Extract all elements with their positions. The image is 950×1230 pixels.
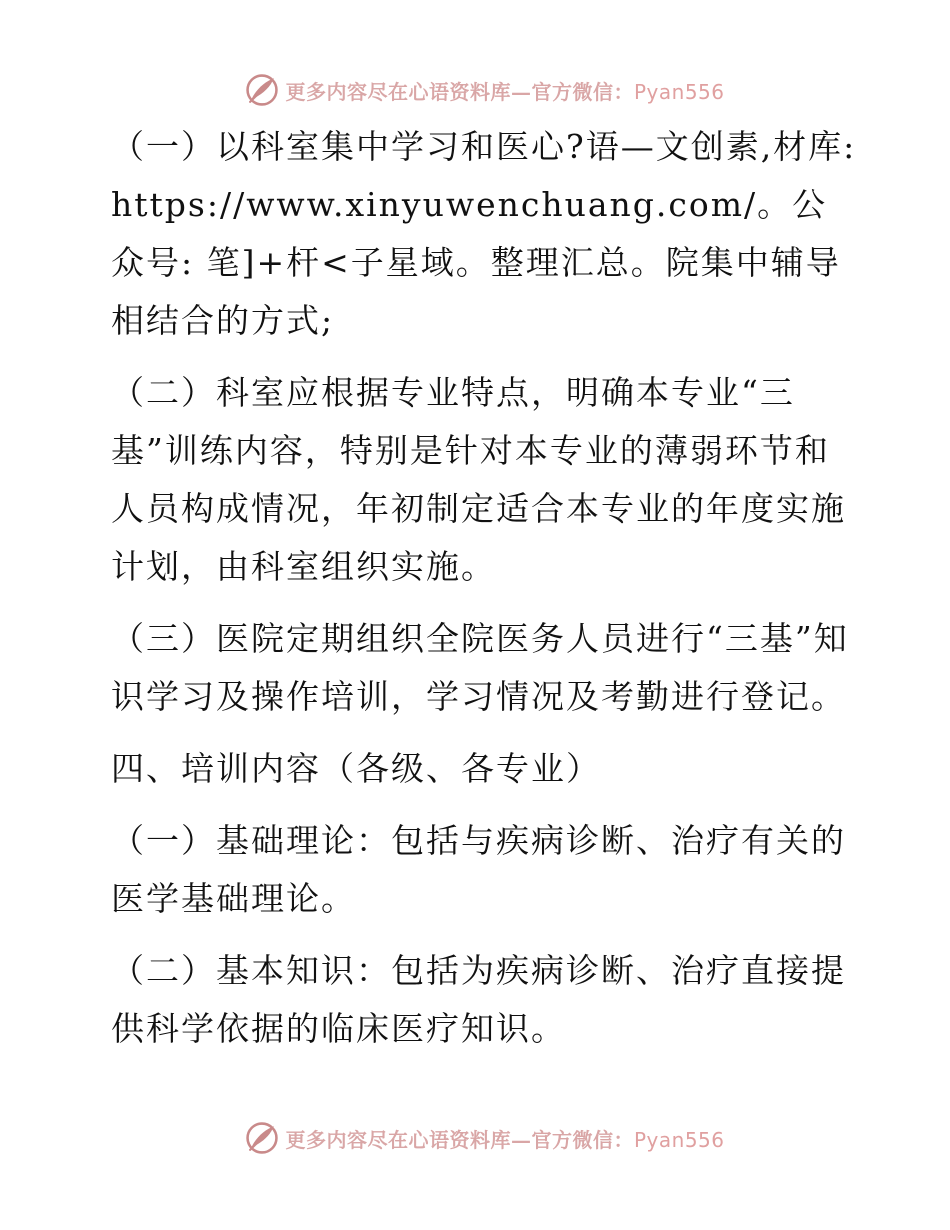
header-watermark xyxy=(0,70,950,110)
paragraph-method-2: （二）科室应根据专业特点，明确本专业“三基”训练内容，特别是针对本专业的薄弱环节和人员构成情况，年初制定适合本专业的年度实施计划，由科室组织实施。 xyxy=(111,373,846,586)
watermark-label: 更多内容尽在心语资料库—官方微信： xyxy=(285,79,634,104)
paragraph-method-3: （三）医院定期组织全院医务人员进行“三基”知识学习及操作培训，学习情况及考勤进行登记。 xyxy=(111,619,849,716)
quill-logo-icon xyxy=(245,73,279,107)
watermark-text xyxy=(285,1124,724,1153)
paragraph-content-2: （二）基本知识：包括为疾病诊断、治疗直接提供科学依据的临床医疗知识。 xyxy=(111,951,846,1048)
paragraph-method-1: （一）以科室集中学习和医心?语—文创素,材库: https://www.xinyuwenchuang.com/。公众号: 笔]+杆<子星域。整理汇总。院集中辅导相结合的方式; xyxy=(111,127,857,340)
watermark-text xyxy=(285,76,724,105)
watermark-label: 更多内容尽在心语资料库—官方微信： xyxy=(285,1127,634,1152)
watermark-group xyxy=(225,1121,724,1155)
footer-watermark xyxy=(0,1118,950,1158)
paragraph-content-1: （一）基础理论：包括与疾病诊断、治疗有关的医学基础理论。 xyxy=(111,821,846,918)
watermark-group xyxy=(225,73,724,107)
watermark-wechat-id: Pyan556 xyxy=(633,1127,725,1152)
watermark-wechat-id: Pyan556 xyxy=(633,79,725,104)
quill-logo-icon xyxy=(245,1121,279,1155)
section-heading-training-content: 四、培训内容（各级、各专业） xyxy=(111,749,601,788)
document-body xyxy=(97,118,857,1072)
